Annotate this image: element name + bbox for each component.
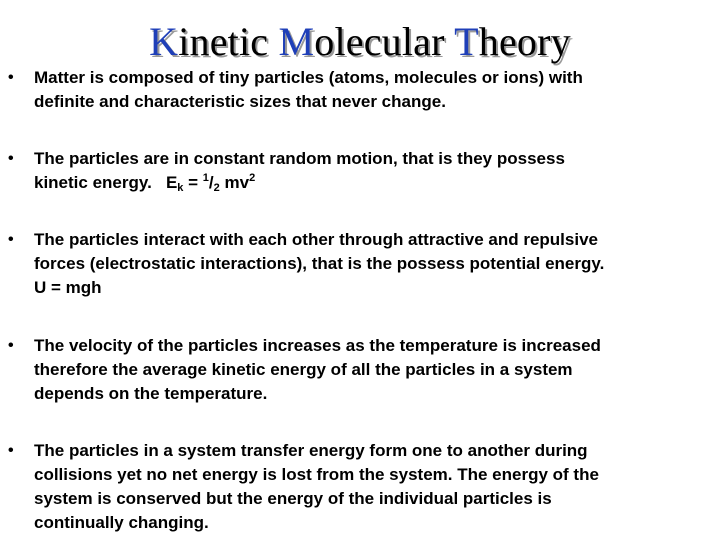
- bullet-line: forces (electrostatic interactions), that is the possess potential energy.: [34, 254, 605, 273]
- bullet-line: The particles in a system transfer energy form one to another during: [34, 441, 588, 460]
- title-initial-k: K: [149, 19, 179, 64]
- bullet-dot: •: [8, 442, 14, 459]
- bullet-text: [34, 66, 718, 114]
- kinetic-energy-formula-line: [34, 171, 718, 195]
- bullet-dot: •: [8, 231, 14, 248]
- bullet-text: [34, 334, 718, 406]
- title-word-inetic: inetic: [178, 19, 279, 64]
- bullet-line: The particles interact with each other through attractive and repulsive: [34, 230, 598, 249]
- bullet-line: depends on the temperature.: [34, 384, 268, 403]
- formula-denominator: 2: [213, 182, 220, 194]
- formula-mv: mv: [219, 173, 250, 192]
- bullet-line: collisions yet no net energy is lost from the system. The energy of the: [34, 465, 599, 484]
- bullet-dot: •: [8, 150, 14, 167]
- title-word-heory: heory: [478, 19, 571, 64]
- bullet-line: Matter is composed of tiny particles (atoms, molecules or ions) with: [34, 68, 583, 87]
- bullet-text: [34, 147, 718, 195]
- bullet-text: [34, 228, 718, 300]
- bullet-line: The velocity of the particles increases as the temperature is increased: [34, 336, 601, 355]
- formula-exponent: 2: [249, 172, 256, 184]
- bullet-dot: •: [8, 69, 14, 86]
- formula-numerator: 1: [202, 172, 209, 184]
- title-word-olecular: olecular: [314, 19, 455, 64]
- formula-subscript-k: k: [177, 182, 184, 194]
- bullet-text: [34, 439, 718, 535]
- title-initial-t: T: [454, 19, 479, 64]
- title-initial-m: M: [278, 19, 315, 64]
- bullet-line: system is conserved but the energy of the individual particles is: [34, 489, 552, 508]
- formula-equals: =: [183, 173, 203, 192]
- formula-slash: /: [208, 173, 214, 192]
- slide-title: [0, 18, 720, 66]
- bullet-line: definite and characteristic sizes that never change.: [34, 92, 446, 111]
- bullet-dot: •: [8, 337, 14, 354]
- bullet-line: continually changing.: [34, 513, 209, 532]
- formula-prefix: kinetic energy. E: [34, 173, 178, 192]
- bullet-line: U = mgh: [34, 278, 102, 297]
- bullet-line: The particles are in constant random motion, that is they possess: [34, 149, 565, 168]
- bullet-line: therefore the average kinetic energy of all the particles in a system: [34, 360, 573, 379]
